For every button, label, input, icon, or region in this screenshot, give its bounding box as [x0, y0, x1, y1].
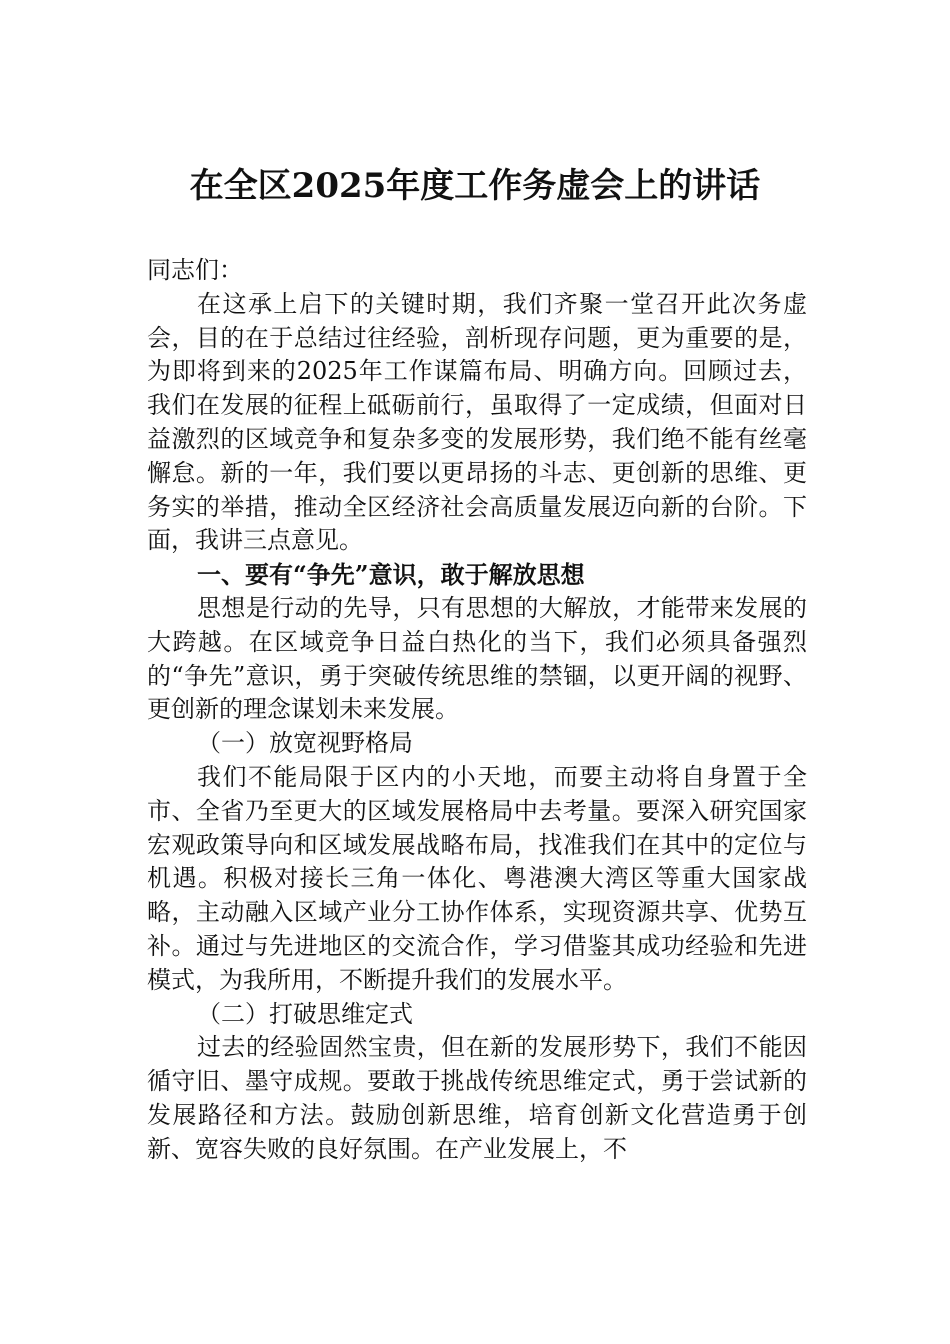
section-heading-1: 一、要有“争先”意识，敢于解放思想 [197, 560, 585, 590]
document-title: 在全区2025年度工作务虚会上的讲话 [189, 166, 761, 206]
document-body [147, 254, 807, 1167]
section-1-paragraph: 思想是行动的先导，只有思想的大解放，才能带来发展的大跨越。在区域竞争日益白热化的当下，我们必须具备强烈的“争先”意识，勇于突破传统思维的禁锢，以更开阔的视野、更创新的理念谋划未来发展。 [147, 593, 807, 724]
subsection-1-paragraph: 我们不能局限于区内的小天地，而要主动将自身置于全市、全省乃至更大的区域发展格局中去考量。要深入研究国家宏观政策导向和区域发展战略布局，找准我们在其中的定位与机遇。积极对接长三角一体化、粤港澳大湾区等重大国家战略，主动融入区域产业分工协作体系，实现资源共享、优势互补。通过与先进地区的交流合作，学习借鉴其成功经验和先进模式，为我所用，不断提升我们的发展水平。 [147, 762, 807, 994]
salutation: 同志们： [147, 256, 243, 284]
subsection-heading-2: （二）打破思维定式 [197, 999, 413, 1028]
subsection-2-paragraph: 过去的经验固然宝贵，但在新的发展形势下，我们不能因循守旧、墨守成规。要敢于挑战传统思维定式，勇于尝试新的发展路径和方法。鼓励创新思维，培育创新文化营造勇于创新、宽容失败的良好氛围。在产业发展上，不 [147, 1033, 807, 1163]
intro-paragraph: 在这承上启下的关键时期，我们齐聚一堂召开此次务虚会，目的在于总结过往经验，剖析现存问题，更为重要的是，为即将到来的2025年工作谋篇布局、明确方向。回顾过去，我们在发展的征程上砥砺前行，虽取得了一定成绩，但面对日益激烈的区域竞争和复杂多变的发展形势，我们绝不能有丝毫懈怠。新的一年，我们要以更昂扬的斗志、更创新的思维、更务实的举措，推动全区经济社会高质量发展迈向新的台阶。下面，我讲三点意见。 [147, 289, 807, 555]
subsection-heading-1: （一）放宽视野格局 [197, 729, 413, 758]
